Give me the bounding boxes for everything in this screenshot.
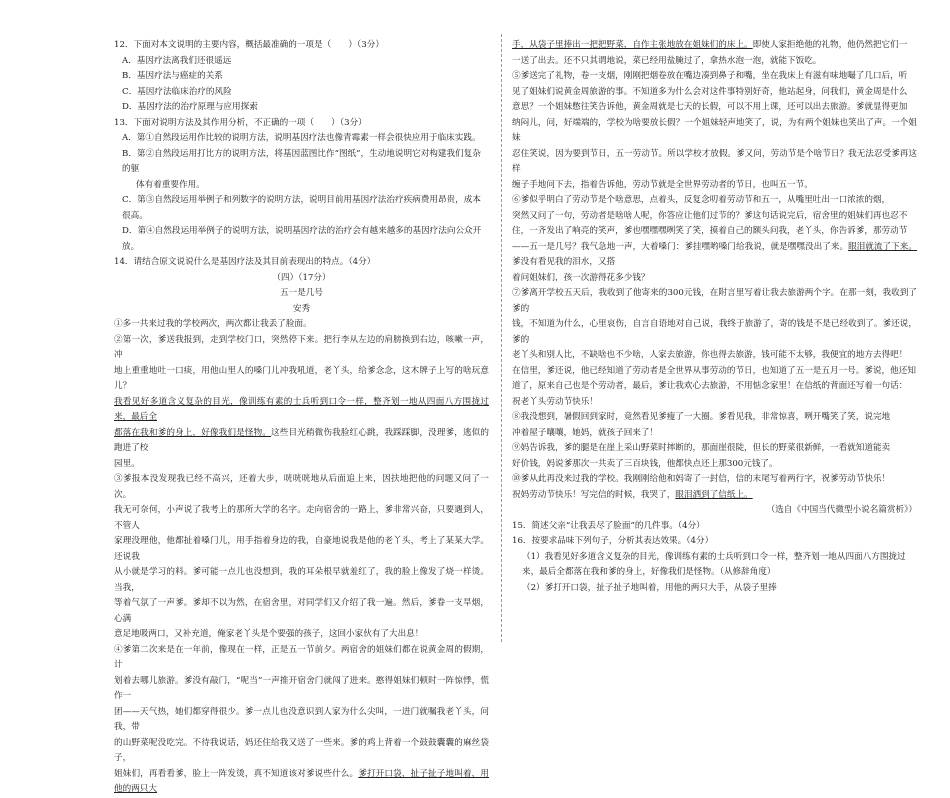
paragraph-1: ①多一共来过我的学校两次，两次都让我丢了脸面。 (114, 319, 312, 329)
right-line-1 (512, 38, 917, 54)
paragraph-10-line-1: ⑩爹从此再没来过我的学校。我刚刚给他和妈寄了一封信，信的末尾写着两行字，祝爹劳动节快乐！ (512, 474, 891, 484)
paragraph-10-underlined: 眼泪洒到了信纸上。 (675, 489, 753, 500)
question-14: 14．请结合原文说说什么是基因疗法及其目前表现出的特点。（4分） (114, 257, 376, 267)
right-line-1-rest: 即使人家拒绝他的礼物，他仍然把它们一 (752, 40, 908, 50)
paragraph-2-line-1: ②第一次，爹送我报到，走到学校门口，突然停下来。把行李从左边的肩膀换到右边，咳嗽一声，冲 (114, 334, 489, 360)
paragraph-10-line-2-text: 祝妈劳动节快乐！写完信的时候，我哭了， (512, 489, 676, 500)
q12-option-b: B．基因疗法与癌症的关系 (122, 71, 223, 81)
paragraph-3-line-3: 家理没理他，他都扯着嗓门儿，用手指着身边的我，自豪地说我是他的老丫头，考上了某某大学。还说我 (114, 536, 489, 562)
paragraph-5-line-1: ⑤爹送完了礼物，卷一支烟，刚刚把烟卷放在嘴边凑到鼻子和嘴，坐在我床上有滋有味地嘬了几口后，听 (512, 71, 908, 81)
question-12: 12．下面对本文说明的主要内容，概括最准确的一项是（ ）（3分） (114, 40, 384, 50)
q13-option-d: D．第④自然段运用举例子的说明方法，说明基因疗法的治疗会有越来越多的基因疗法向公众开放。 (122, 226, 482, 252)
paragraph-4-underlined: 爹打开口袋，扯子扯子地叫着，用他的两只大 (114, 768, 489, 794)
paragraph-6-line-3: 住，一齐发出了响亮的笑声，爹也嘿嘿嘿咧笑了笑，摸着自己的额头问我，老丫头，你告诉爹，那劳动节 (512, 226, 908, 236)
paragraph-3-line-2: 我无可奈何，小声说了我考上的那所大学的名字。走向宿舍的一路上，爹非常兴奋，只要遇到人，不管人 (114, 505, 489, 531)
q12-option-d: D．基因疗法的治疗原理与应用探索 (122, 102, 258, 112)
paragraph-6-line-1: ⑥爹似乎明白了劳动节是个啥意思，点着头，反复念叨着劳动节和五一，从嘴里吐出一口浓浓的烟， (512, 195, 891, 205)
paragraph-2-line-5: 园里。 (114, 458, 140, 469)
q16-sentence-1: （1）我看见好多道含义复杂的目光，像训练有素的士兵听到口令一样，整齐划一地从四面八方围拢过 (522, 551, 906, 562)
question-16: 16．按要求品味下列句子，分析其表达效果。（4分） (512, 536, 714, 546)
paragraph-6-line-5: 着问姐妹们，孩一次游得花多少钱？ (512, 272, 650, 283)
paragraph-2-line-2: 地上重重地吐一口痰，用他山里人的嗓门儿冲我吼道，老丫头，给爹念念，这木牌子上写的啥玩意儿？ (114, 365, 489, 391)
section-heading: （四）（17分） (272, 272, 331, 283)
q13-option-b: B．第②自然段运用打比方的说明方法，将基因蓝图比作“图纸”，生动地说明它对构建我们复杂的躯 (122, 148, 481, 174)
paragraph-4-line-5 (114, 767, 489, 798)
paragraph-5-line-6: 缠子手地问下去，指着告诉他，劳动节就是全世界劳动者的节日，也叫五一节。 (512, 179, 813, 190)
paragraph-4-line-4: 的山野菜呢没吃完。不待我说话，妈还住给我又送了一些来。爹的鸡上背着一个鼓鼓囊囊的麻丝袋子， (114, 737, 489, 763)
paragraph-5-line-2: 见了姐妹们说黄金周旅游的事。不知道多为什么会对这件事特别好奇，他站起身，问我们，黄金周是什么 (512, 86, 908, 97)
paragraph-6-line-4-rest: 爹没有看见我的泪水，又搭 (512, 257, 616, 267)
paragraph-6-line-4 (512, 240, 917, 271)
paragraph-5-line-4: 纳闷儿，问，好端端的，学校为啥要放长假？一个姐妹轻声地笑了，说，为有两个姐妹也笑出了声。一个姐妹 (512, 117, 917, 143)
paragraph-3-line-4: 从小就是学习的料。爹可能一点儿也没想到，我的耳朵根早就羞红了，我的脸上像发了烧一样烫。当我， (114, 567, 489, 593)
q12-option-a: A．基因疗法离我们还很遥远 (122, 55, 232, 66)
paragraph-8-line-1: ⑧我没想到，暑假回到家时，竟然看见爹瘦了一大圈。爹看见我，非常惊喜，咧开嘴笑了笑，说完地 (512, 412, 891, 422)
passage-title: 五一是几号 (280, 288, 323, 298)
paragraph-3-line-5: 等着气氛了一声爹。爹却不以为然，在宿舍里，对同学们又介绍了我一遍。然后，爹眷一支旱烟，心满 (114, 598, 489, 624)
question-15: 15．简述父亲“让我丢尽了脸面”的几件事。（4分） (512, 520, 705, 531)
paragraph-9-line-1: ⑨妈告诉我，爹的腿是在崖上采山野菜时摔断的，那面崖很陡，但长的野菜很新鲜，一看就知道能卖 (512, 443, 891, 453)
paragraph-6-line-2: 突然又问了一句，劳动者是啥啥人呢，你答应让他们过节的？爹这句话说完后，宿舍里的姐妹们再也忍不 (512, 210, 908, 221)
q12-option-c: C．基因疗法临床治疗的风险 (122, 86, 232, 97)
paragraph-7-line-4: 在信里，爹还说，他已经知道了劳动者是全世界从事劳动的节日，也知道了五一是五月一号。爹说，他还知 (512, 365, 916, 376)
paragraph-4-line-3: 团——天气热，她们都穿得很少。爹一点儿也没意识到人家为什么尖叫，一进门就嘱我老丫头，问我，带 (114, 706, 489, 732)
paragraph-8-line-2: 冲着屋子嚷嚷，她妈，就孩子回来了！ (512, 427, 659, 438)
right-line-1-underlined: 手，从袋子里捧出一把把野菜，自作主张地放在姐妹们的床上。 (512, 40, 753, 50)
column-divider (501, 34, 502, 642)
paragraph-5-line-5: 忍住笑说，因为要到节日，五一劳动节。所以学校才放假。爹又问，劳动节是个啥节日？我无法忍受爹再这样 (512, 148, 917, 174)
left-column (114, 38, 489, 798)
right-line-2: 一送了出去。还不只其谓地说，菜已经用盐腌过了，拿热水泡一泡，就能下饭吃。 (512, 55, 822, 66)
paragraph-3-line-1: ③爹报本没发现我已经不高兴，还着大步，咣咣咣地从后面追上来，因扶地把他的问题又问了一次。 (114, 474, 489, 500)
q13-option-b-cont: 体有着重要作用。 (136, 179, 205, 190)
q13-option-a: A．第①自然段运用作比较的说明方法，说明基因疗法也像青霉素一样会很快应用于临床实践。 (122, 133, 481, 143)
paragraph-6-underlined: 眼泪就流了下来。 (848, 241, 917, 252)
passage-author: 安秀 (292, 303, 311, 314)
paragraph-2-underlined: 我看见好多道含义复杂的目光，像训练有素的士兵听到口令一样，整齐划一地从四面八方围拢过来，最后全 (114, 396, 489, 422)
source-citation: （选自《中国当代微型小说名篇赏析》） (766, 505, 917, 515)
paragraph-7-line-3: 老丫头和别人比，不缺啥也不少啥，人家去旅游，你也得去旅游，钱可能不太够，我便宜的地方去得吧！ (512, 350, 908, 360)
q16-sentence-1-cont: 来，最后全都落在我和爹的身上，好像我们是怪物。（从修辞角度） (522, 567, 776, 577)
paragraph-2-line-4 (114, 426, 489, 457)
paragraph-4-line-2: 划着去哪儿旅游。爹没有敲门，“呢当”一声推开宿舍门就闯了进来。憨得姐妹们顿时一阵惊悸，慌作一 (114, 675, 489, 701)
paragraph-10-line-2 (512, 488, 917, 504)
paragraph-7-line-2: 钱，不知道为什么，心里哀伤，自言自语地对自己说，我终于旅游了，寄的钱是不是已经收到了。爹还说，爹的 (512, 319, 917, 345)
paragraph-5-line-3: 意思？一个姐妹憋往笑告诉他，黄金周就是七天的长假，可以不用上课，还可以出去旅游。爹就显得更加 (512, 102, 908, 112)
paragraph-4-line-5-text: 姐妹们，再看看爹，脸上一阵发烫，真不知道该对爹说些什么。 (114, 768, 359, 779)
paragraph-7-line-5: 道了，原来自己也是个劳动者，最后，爹让我欢心去旅游，不用惦念家里！在信纸的背面还写着一句话： (512, 381, 908, 391)
q13-option-c: C．第③自然段运用举例子和列数字的说明方法，说明目前用基因疗法治疗疾病费用昂贵，成本很高。 (122, 195, 481, 221)
right-column (512, 38, 917, 596)
paragraph-2-line-4-rest: 这些目光稍微伤我脸红心跳，我踩踩脚，没理爹，逃似的跑进了校 (114, 427, 489, 453)
question-13: 13．下面对说明方法及其作用分析，不正确的一项（ ）（3分） (114, 117, 367, 128)
paragraph-2-underlined-end: 都落在我和爹的身上，好像我们是怪物。 (114, 427, 272, 438)
paragraph-7-line-1: ⑦爹离开学校五天后，我收到了他寄来的300元钱，在附言里写着让我去旅游两个字。在那一刻，我收到了爹的 (512, 288, 917, 314)
paragraph-3-line-6: 意足地吸两口，又补充道，俺家老丫头是个要强的孩子，这回小家伙有了大出息！ (114, 629, 424, 639)
paragraph-6-line-4-text: ——五一是几号？我气急地一声，大着嗓门：爹挂嘿哟嗓门给我说，就是嘿嘿没出了来。 (512, 241, 849, 252)
q16-sentence-2: （2）爹打开口袋，扯子扯子地叫着，用他的两只大手，从袋子里捧 (522, 582, 777, 593)
paragraph-4-line-1: ④爹第二次来是在一年前，像现在一样，正是五一节前夕。两宿舍的姐妹们都在说黄金周的假期，计 (114, 644, 489, 670)
paragraph-9-line-2: 好价钱，妈说爹那次一共卖了三百块钱，他都快点还上那300元钱了。 (512, 458, 778, 469)
paragraph-7-line-6: 祝老丫头劳动节快乐！ (512, 396, 598, 407)
